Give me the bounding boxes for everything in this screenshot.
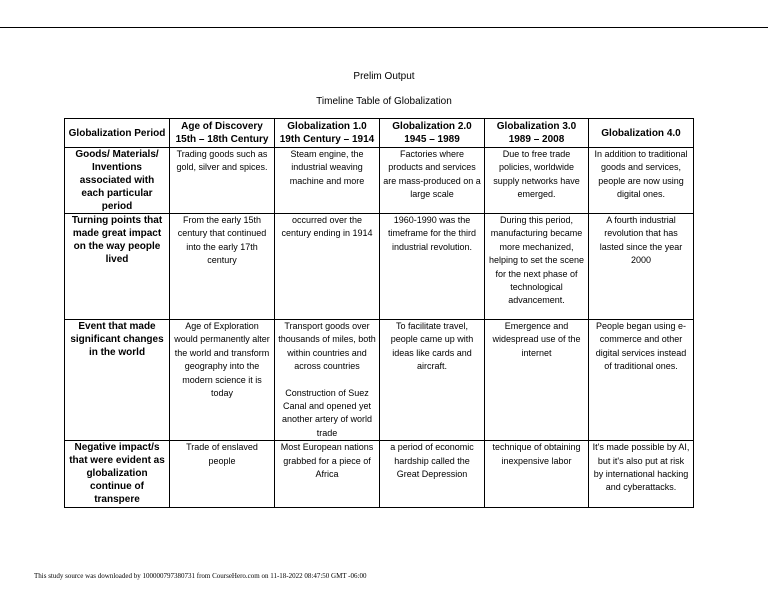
column-header-name: Globalization 4.0 [601,127,681,139]
column-header [170,119,275,148]
top-rule [0,27,768,28]
table-row [65,441,694,508]
table-cell [275,320,380,441]
column-header-name: Globalization 2.0 [392,121,472,132]
download-source-note: This study source was downloaded by 100000797380731 from CourseHero.com on 11-18-2022 08:47:50 GMT -06:00 [34,572,367,580]
paragraph-gap [278,374,376,387]
column-header-name: Age of Discovery [181,121,263,132]
table-cell: a period of economic hardship called the Great Depression [380,441,485,508]
table-cell: technique of obtaining inexpensive labor [485,441,589,508]
row-label: Goods/ Materials/ Inventions associated with each particular period [65,148,170,214]
cell-paragraph: Transport goods over thousands of miles, both within countries and across countries [278,321,376,372]
table-cell: In addition to traditional goods and services, people are now using digital ones. [589,148,694,214]
document-title: Prelim Output [353,71,415,82]
table-cell: occurred over the century ending in 1914 [275,214,380,320]
document-subtitle: Timeline Table of Globalization [316,96,452,107]
column-header [589,119,694,148]
column-header-period: 1989 – 2008 [508,134,565,145]
column-header [275,119,380,148]
column-header-period: 15th – 18th Century [175,134,269,145]
table-cell: Trade of enslaved people [170,441,275,508]
table-cell: Age of Exploration would permanently alter the world and transform geography into the modern science it is today [170,320,275,441]
column-header-period: 1945 – 1989 [404,134,460,145]
table-row [65,214,694,320]
timeline-table [64,118,694,508]
cell-paragraph: Construction of Suez Canal and opened yet another artery of world trade [281,387,373,438]
column-header [485,119,589,148]
corner-header: Globalization Period [65,119,170,148]
table-cell: 1960-1990 was the timeframe for the third industrial revolution. [380,214,485,320]
table-cell: Due to free trade policies, worldwide supply networks have emerged. [485,148,589,214]
table-cell: During this period, manufacturing became more mechanized, helping to set the scene for the next phase of technological advancement. [485,214,589,320]
table-row [65,148,694,214]
column-header-period: 19th Century – 1914 [279,134,375,145]
table-cell: People began using e-commerce and other digital services instead of traditional ones. [589,320,694,441]
table-cell: Most European nations grabbed for a piece of Africa [275,441,380,508]
column-header-name: Globalization 3.0 [496,121,577,132]
table-cell: It's made possible by AI, but it's also put at risk by international hacking and cyberattacks. [589,441,694,508]
row-label: Negative impact/s that were evident as globalization continue of transpere [65,441,170,508]
column-header [380,119,485,148]
table-cell: Emergence and widespread use of the internet [485,320,589,441]
row-label: Event that made significant changes in the world [65,320,170,441]
table-cell: A fourth industrial revolution that has lasted since the year 2000 [589,214,694,320]
table-cell: From the early 15th century that continued into the early 17th century [170,214,275,320]
column-header-name: Globalization 1.0 [287,121,367,132]
table-cell: Trading goods such as gold, silver and spices. [170,148,275,214]
table-cell: Factories where products and services are mass-produced on a large scale [380,148,485,214]
table-row [65,320,694,441]
row-label: Turning points that made great impact on the way people lived [65,214,170,320]
table-header-row [65,119,694,148]
table-cell: Steam engine, the industrial weaving machine and more [275,148,380,214]
table-cell: To facilitate travel, people came up with ideas like cards and aircraft. [380,320,485,441]
